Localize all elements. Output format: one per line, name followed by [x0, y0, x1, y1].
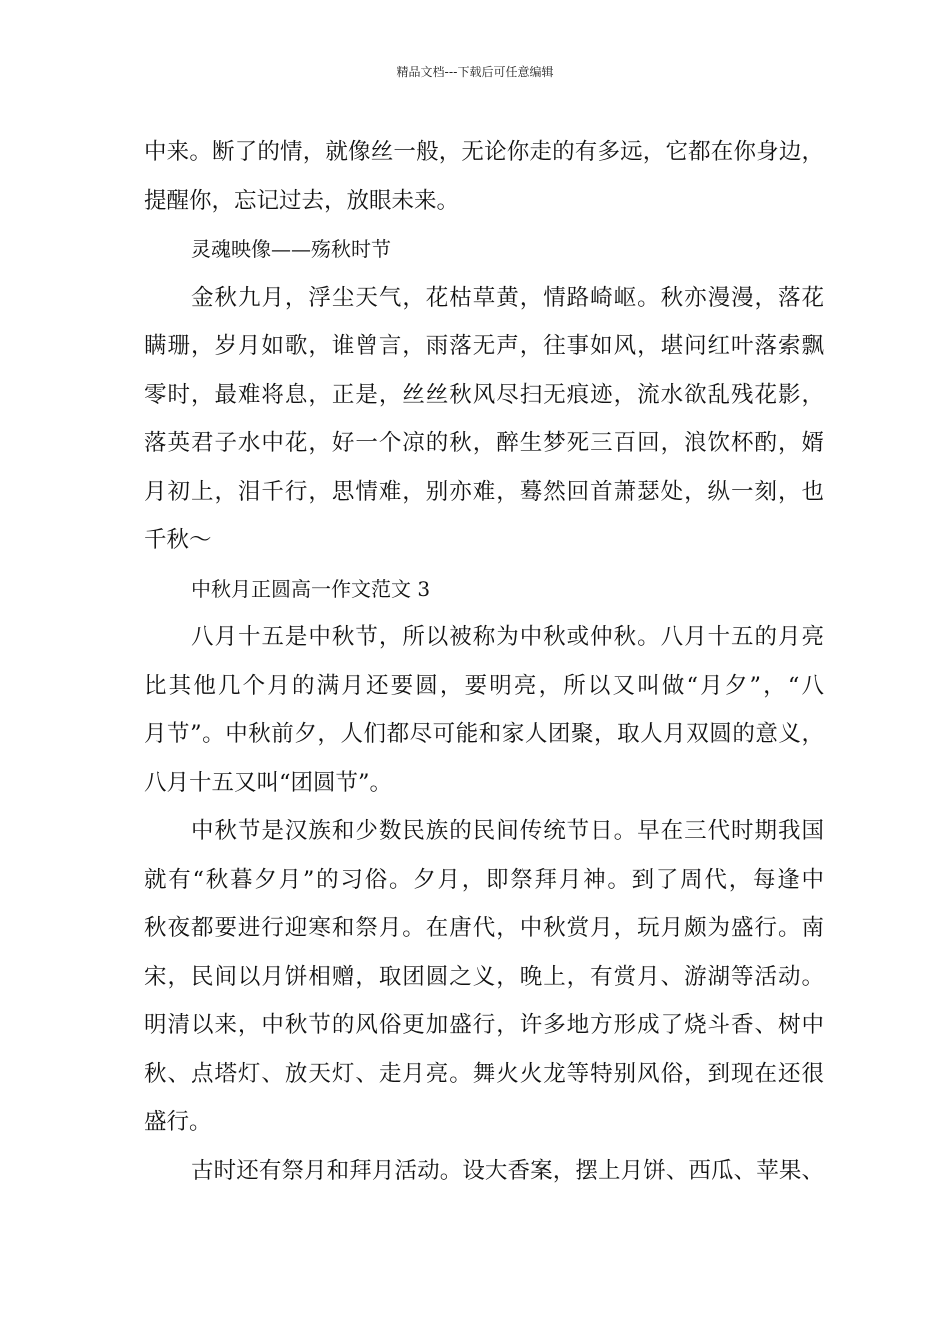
text-line: 宋，民间以月饼相赠，取团圆之义，晚上，有赏月、游湖等活动。 [144, 963, 824, 990]
text-line: 提醒你，忘记过去，放眼未来。 [144, 187, 460, 214]
text-line: 比其他几个月的满月还要圆，要明亮，所以又叫做“月夕”，“八 [144, 672, 824, 699]
section-title: 中秋月正圆高一作文范文 3 [191, 576, 431, 601]
section-title: 灵魂映像——殇秋时节 [191, 237, 391, 261]
text-line: 古时还有祭月和拜月活动。设大香案，摆上月饼、西瓜、苹果、 [191, 1157, 824, 1184]
text-line: 千秋～ [144, 527, 212, 553]
text-line: 明清以来，中秋节的风俗更加盛行，许多地方形成了烧斗香、树中 [144, 1012, 824, 1038]
text-line: 盛行。 [144, 1109, 212, 1135]
text-line: 落英君子水中花，好一个凉的秋，醉生梦死三百回，浪饮杯酌，婿 [144, 430, 824, 456]
document-body [144, 128, 824, 1195]
text-line: 月节”。中秋前夕，人们都尽可能和家人团聚，取人月双圆的意义， [144, 721, 824, 747]
page-header: 精品文档---下载后可任意编辑 [396, 65, 554, 79]
text-line: 就有“秋暮夕月”的习俗。夕月，即祭拜月神。到了周代，每逢中 [144, 866, 824, 893]
text-line: 八月十五是中秋节，所以被称为中秋或仲秋。八月十五的月亮 [191, 624, 824, 650]
text-line: 金秋九月，浮尘天气，花枯草黄，情路崎岖。秋亦漫漫，落花 [191, 284, 824, 311]
text-line: 秋夜都要进行迎寒和祭月。在唐代，中秋赏月，玩月颇为盛行。南 [144, 915, 824, 941]
text-line: 零时，最难将息，正是，丝丝秋风尽扫无痕迹，流水欲乱残花影， [144, 381, 824, 408]
text-line: 中来。断了的情，就像丝一般，无论你走的有多远，它都在你身边， [144, 139, 824, 165]
text-line: 中秋节是汉族和少数民族的民间传统节日。早在三代时期我国 [191, 818, 824, 844]
text-line: 瞒珊，岁月如歌，谁曾言，雨落无声，往事如风，堪问红叶落索飘 [144, 333, 824, 359]
text-line: 八月十五又叫“团圆节”。 [144, 769, 393, 796]
text-line: 月初上，泪千行，思情难，别亦难，蓦然回首萧瑟处，纵一刻，也 [144, 478, 824, 505]
text-line: 秋、点塔灯、放天灯、走月亮。舞火火龙等特别风俗，到现在还很 [144, 1060, 824, 1087]
